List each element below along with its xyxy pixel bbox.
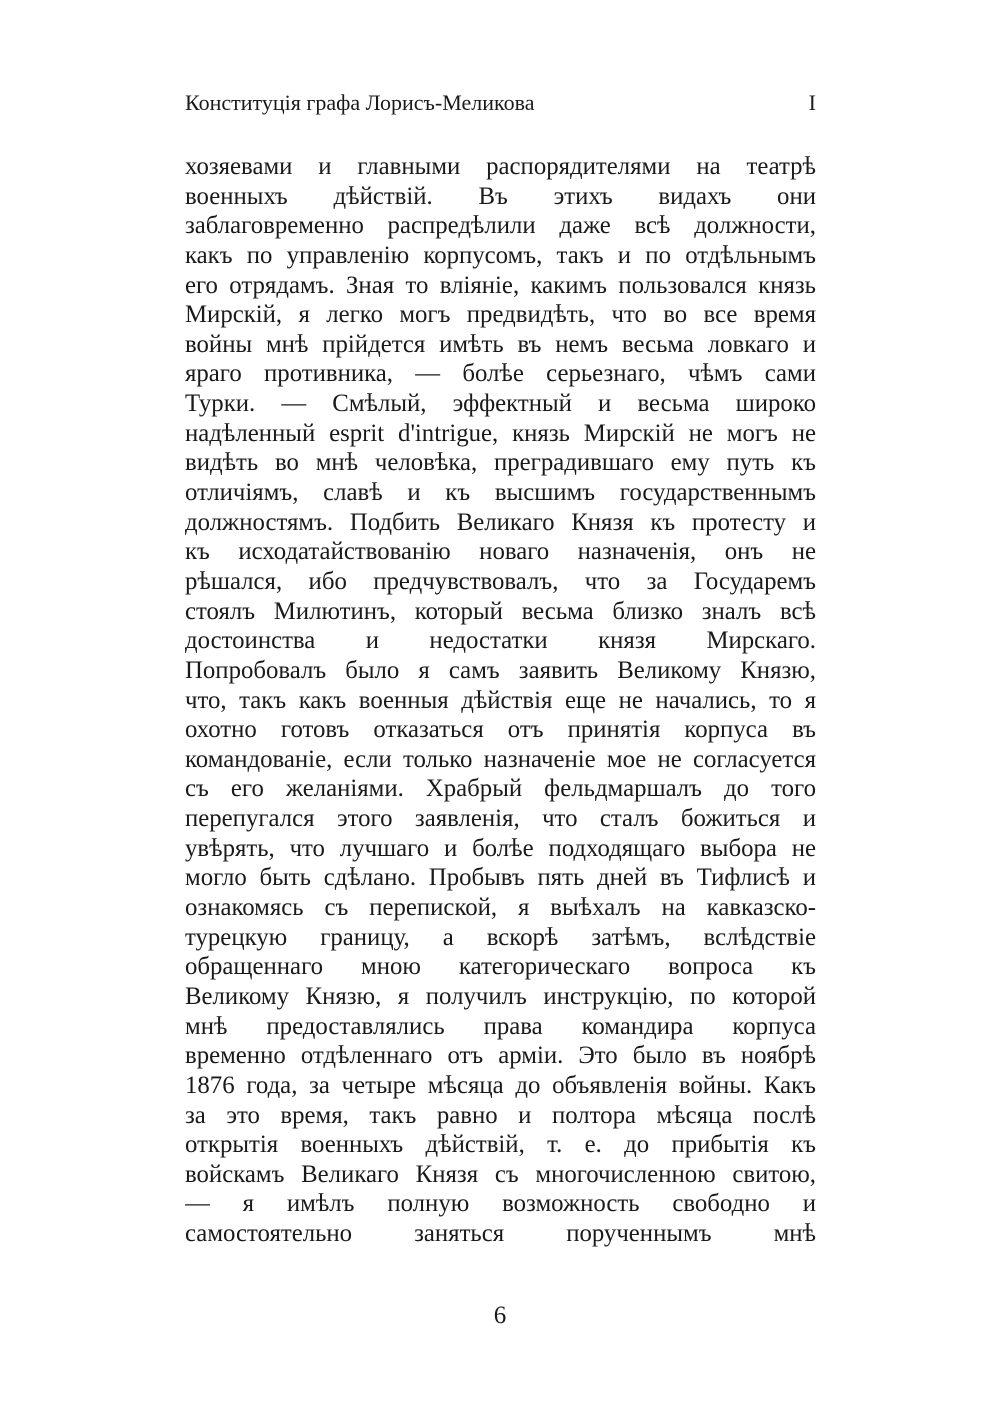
- text-line: стоялъ Милютинъ, который весьма близко зналъ всѣ: [185, 597, 816, 625]
- text-line: военныхъ дѣйствій. Въ этихъ видахъ они: [185, 182, 816, 210]
- text-line: — я имѣлъ полную возможность свободно и: [185, 1190, 816, 1218]
- text-line: достоинства и недостатки князя Мирскаго.: [185, 627, 816, 655]
- text-line: охотно готовъ отказаться отъ принятія корпуса въ: [185, 716, 816, 744]
- body-text: [185, 152, 816, 1249]
- text-line: временно отдѣленнаго отъ арміи. Это было въ ноябрѣ: [185, 1042, 816, 1070]
- running-header-section-number: I: [808, 90, 816, 115]
- running-header: [185, 88, 816, 118]
- text-line: командованіе, если только назначеніе мое не согласуется: [185, 745, 816, 773]
- text-line: надѣленный esprit d'intrigue, князь Мирскій не могъ не: [185, 419, 816, 447]
- text-line: Мирскій, я легко могъ предвидѣть, что во все время: [185, 301, 816, 329]
- text-line: какъ по управленію корпусомъ, такъ и по отдѣльнымъ: [185, 241, 816, 269]
- text-line: къ исходатайствованію новаго назначенія, онъ не: [185, 538, 816, 566]
- text-line: должностямъ. Подбить Великаго Князя къ протесту и: [185, 508, 816, 536]
- text-line: Попробовалъ было я самъ заявить Великому Князю,: [185, 656, 816, 684]
- text-line: рѣшался, ибо предчувствовалъ, что за Государемъ: [185, 567, 816, 595]
- text-line: его отрядамъ. Зная то вліяніе, какимъ пользовался князь: [185, 271, 816, 299]
- text-line: увѣрять, что лучшаго и болѣе подходящаго выбора не: [185, 834, 816, 862]
- text-line: войны мнѣ прійдется имѣть въ немъ весьма ловкаго и: [185, 330, 816, 358]
- text-line: за это время, такъ равно и полтора мѣсяца послѣ: [185, 1101, 816, 1129]
- text-line: могло быть сдѣлано. Пробывъ пять дней въ Тифлисѣ и: [185, 864, 816, 892]
- text-line: Великому Князю, я получилъ инструкцію, по которой: [185, 982, 816, 1010]
- text-line: хозяевами и главными распорядителями на театрѣ: [185, 153, 816, 180]
- text-line: 1876 года, за четыре мѣсяца до объявленія войны. Какъ: [185, 1071, 816, 1099]
- page-number: 6: [493, 1302, 507, 1329]
- text-line: съ его желаніями. Храбрый фельдмаршалъ до того: [185, 775, 816, 803]
- text-line: обращеннаго мною категорическаго вопроса къ: [185, 953, 816, 981]
- text-line: открытія военныхъ дѣйствій, т. е. до прибытія къ: [185, 1131, 816, 1159]
- text-line: Турки. — Смѣлый, эффектный и весьма широко: [185, 390, 816, 418]
- text-line: что, такъ какъ военныя дѣйствія еще не начались, то я: [185, 686, 816, 714]
- text-line: ознакомясь съ перепиской, я выѣхалъ на кавказско-: [185, 894, 816, 922]
- text-line: турецкую границу, а вскорѣ затѣмъ, вслѣдствіе: [185, 923, 816, 951]
- text-line: отличіямъ, славѣ и къ высшимъ государственнымъ: [185, 479, 816, 507]
- text-line: заблаговременно распредѣлили даже всѣ должности,: [185, 212, 816, 240]
- text-line: мнѣ предоставлялись права командира корпуса: [185, 1012, 816, 1040]
- text-line: самостоятельно заняться порученнымъ мнѣ: [185, 1220, 816, 1248]
- text-line: войскамъ Великаго Князя съ многочисленною свитою,: [185, 1160, 816, 1188]
- running-header-title: Конституція графа Лорисъ-Меликова: [185, 90, 535, 115]
- text-line: перепугался этого заявленія, что сталъ божиться и: [185, 805, 816, 833]
- text-line: видѣть во мнѣ человѣка, преградившаго ему путь къ: [185, 449, 816, 477]
- text-line: яраго противника, — болѣе серьезнаго, чѣмъ сами: [185, 360, 816, 388]
